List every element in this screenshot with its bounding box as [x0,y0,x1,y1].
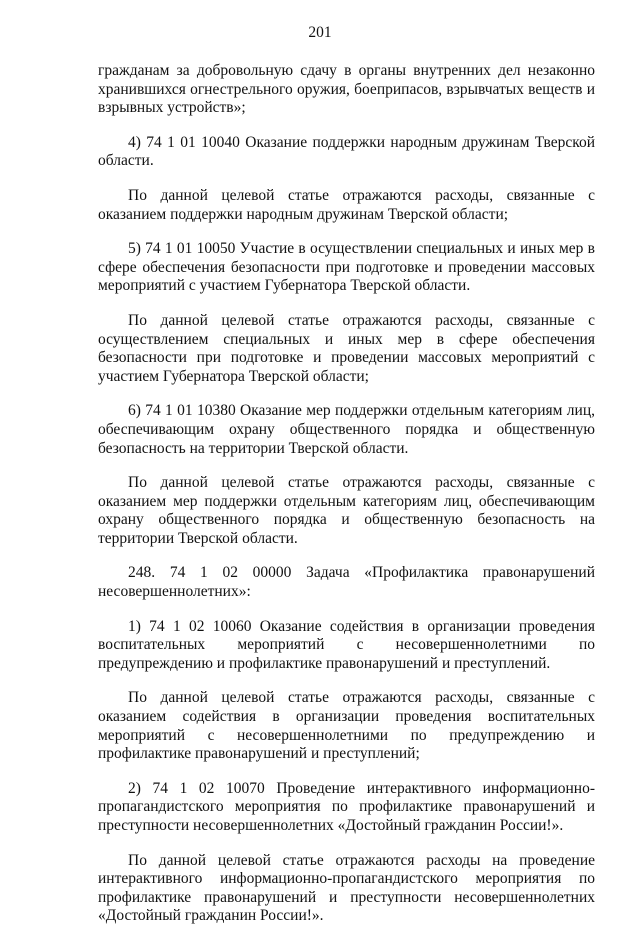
paragraph-item-1: 1) 74 1 02 10060 Оказание содействия в организации проведения воспитательных мероприятий с несовершеннолетними по предупреждению и профилактике правонарушений и преступлений. [98,617,595,672]
paragraph-item-5: 5) 74 1 01 10050 Участие в осуществлении специальных и иных мер в сфере обеспечения безопасности при подготовке и проведении массовых мероприятий с участием Губернатора Тверской области. [98,240,595,295]
page-number: 201 [308,24,332,41]
paragraph-description-2: По данной целевой статье отражаются расходы на проведение интерактивного информационно-пропагандистского мероприятия по профилактике правонарушений и преступности несовершеннолетних «Достойный гражданин России!». [98,851,595,925]
paragraph-description-6: По данной целевой статье отражаются расходы, связанные с оказанием мер поддержки отдельным категориям лиц, обеспечивающим охрану общественного порядка и общественную безопасность на территории Тверской области. [98,474,595,547]
paragraph-description-5: По данной целевой статье отражаются расходы, связанные с осуществлением специальных и иных мер в сфере обеспечения безопасности при подготовке и проведении массовых мероприятий с участием Губернатора Тверской области; [98,311,595,385]
paragraph-continuation: гражданам за добровольную сдачу в органы внутренних дел незаконно хранившихся огнестрельного оружия, боеприпасов, взрывчатых веществ и взрывных устройств»; [98,62,595,117]
paragraph-item-6: 6) 74 1 01 10380 Оказание мер поддержки отдельным категориям лиц, обеспечивающим охрану общественного порядка и общественную безопасность на территории Тверской области. [98,402,595,457]
paragraph-description-4: По данной целевой статье отражаются расходы, связанные с оказанием поддержки народным дружинам Тверской области; [98,186,595,223]
paragraph-task-248: 248. 74 1 02 00000 Задача «Профилактика правонарушений несовершеннолетних»: [98,564,595,601]
paragraph-description-1: По данной целевой статье отражаются расходы, связанные с оказанием содействия в организации проведения воспитательных мероприятий с несовершеннолетними по предупреждению и профилактике правонарушений и преступлений; [98,689,595,763]
paragraph-item-2: 2) 74 1 02 10070 Проведение интерактивного информационно-пропагандистского мероприятия по профилактике правонарушений и преступности несовершеннолетних «Достойный гражданин России!». [98,779,595,834]
paragraph-item-4: 4) 74 1 01 10040 Оказание поддержки народным дружинам Тверской области. [98,133,595,170]
document-body [98,62,595,942]
